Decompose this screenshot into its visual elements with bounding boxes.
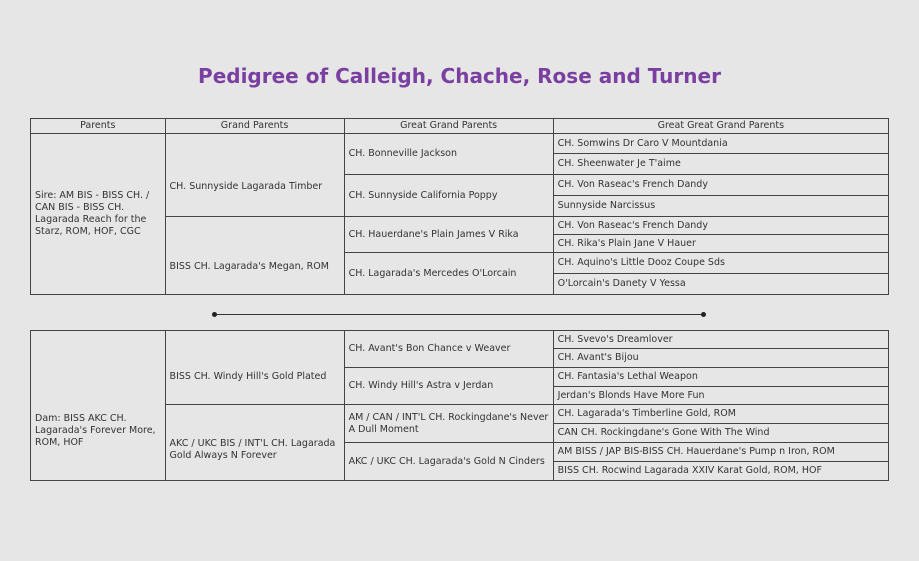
divider-dot [701,312,706,317]
sire-pedigree-table [30,118,889,295]
header-grand-parents: Grand Parents [165,119,344,134]
dam-grandparent: AKC / UKC BIS / INT'L CH. Lagarada Gold Always N Forever [165,405,344,481]
sire-great-great-grandparent: CH. Aquino's Little Dooz Coupe Sds [553,253,888,274]
sire-cell: Sire: AM BIS - BISS CH. / CAN BIS - BISS CH. Lagarada Reach for the Starz, ROM, HOF, CGC [31,134,166,295]
sire-great-grandparent: CH. Bonneville Jackson [344,134,553,175]
dam-great-great-grandparent: CH. Lagarada's Timberline Gold, ROM [553,405,888,424]
sire-great-great-grandparent: CH. Von Raseac's French Dandy [553,217,888,235]
dam-great-great-grandparent: CH. Fantasia's Lethal Weapon [553,368,888,387]
sire-great-great-grandparent: CH. Somwins Dr Caro V Mountdania [553,134,888,154]
sire-grandparent: BISS CH. Lagarada's Megan, ROM [165,217,344,295]
sire-grandparent: CH. Sunnyside Lagarada Timber [165,134,344,217]
dam-great-grandparent: CH. Avant's Bon Chance v Weaver [344,331,553,368]
dam-cell: Dam: BISS AKC CH. Lagarada's Forever More, ROM, HOF [31,331,166,481]
dam-great-great-grandparent: Jerdan's Blonds Have More Fun [553,387,888,405]
dam-pedigree-table [30,330,889,481]
dam-great-grandparent: AM / CAN / INT'L CH. Rockingdane's Never A Dull Moment [344,405,553,443]
header-row [31,119,889,134]
sire-great-great-grandparent: O'Lorcain's Danety V Yessa [553,274,888,295]
dam-great-great-grandparent: CH. Avant's Bijou [553,349,888,368]
sire-great-grandparent: CH. Hauerdane's Plain James V Rika [344,217,553,253]
dam-great-grandparent: AKC / UKC CH. Lagarada's Gold N Cinders [344,443,553,481]
header-parents: Parents [31,119,166,134]
dam-grandparent: BISS CH. Windy Hill's Gold Plated [165,331,344,405]
sire-great-grandparent: CH. Sunnyside California Poppy [344,175,553,217]
sire-great-grandparent: CH. Lagarada's Mercedes O'Lorcain [344,253,553,295]
dam-great-great-grandparent: BISS CH. Rocwind Lagarada XXIV Karat Gold, ROM, HOF [553,462,888,481]
header-great-grand-parents: Great Grand Parents [344,119,553,134]
dam-great-grandparent: CH. Windy Hill's Astra v Jerdan [344,368,553,405]
page-title: Pedigree of Calleigh, Chache, Rose and Turner [198,64,721,88]
dam-great-great-grandparent: CAN CH. Rockingdane's Gone With The Wind [553,424,888,443]
sire-great-great-grandparent: Sunnyside Narcissus [553,196,888,217]
header-great-great-grand-parents: Great Great Grand Parents [553,119,888,134]
sire-great-great-grandparent: CH. Rika's Plain Jane V Hauer [553,235,888,253]
dam-great-great-grandparent: CH. Svevo's Dreamlover [553,331,888,349]
sire-great-great-grandparent: CH. Von Raseac's French Dandy [553,175,888,196]
divider-dot [212,312,217,317]
sire-great-great-grandparent: CH. Sheenwater Je T'aime [553,154,888,175]
section-divider [214,314,704,315]
dam-great-great-grandparent: AM BISS / JAP BIS-BISS CH. Hauerdane's Pump n Iron, ROM [553,443,888,462]
